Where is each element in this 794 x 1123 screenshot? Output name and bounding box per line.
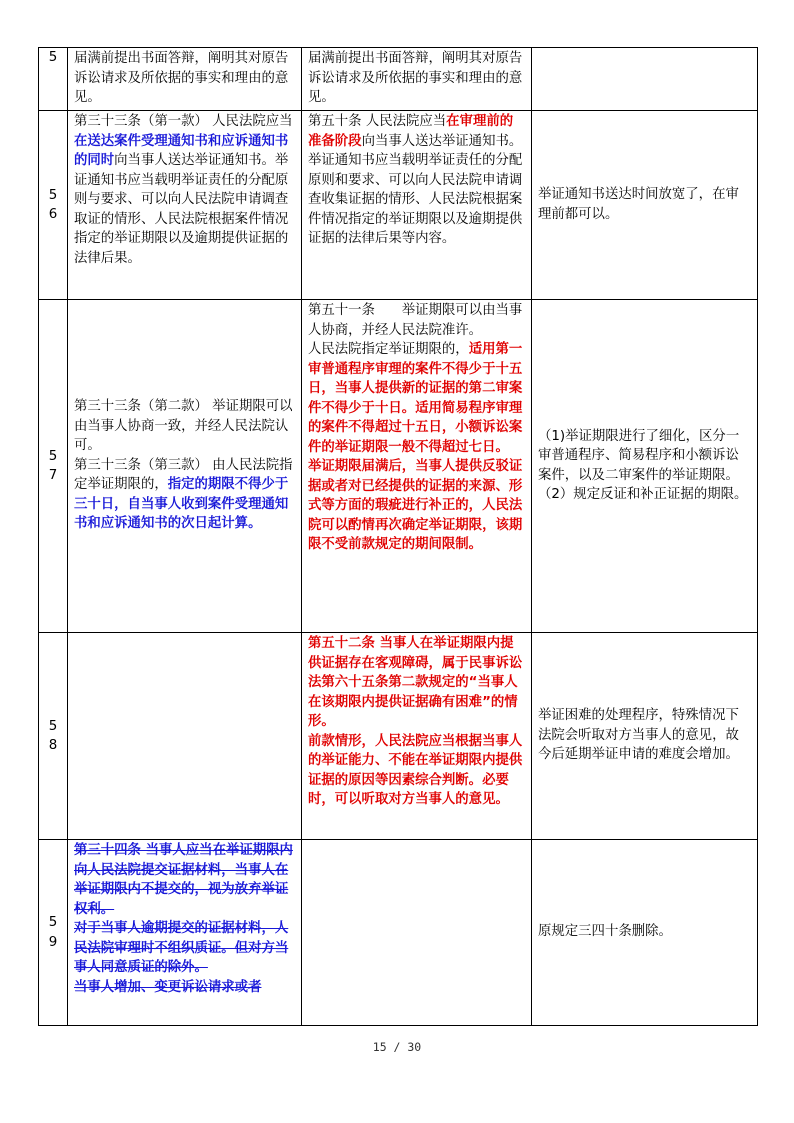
page-number: 15 / 30 [372, 1040, 422, 1054]
change-note: 举证困难的处理程序，特殊情况下法院会听取对方当事人的意见，故今后延期举证申请的难度会增加。 [532, 633, 758, 840]
change-note: （1)举证期限进行了细化，区分一审普通程序、简易程序和小额诉讼案件，以及二审案件的举证期限。 （2）规定反证和补正证据的期限。 [532, 300, 758, 633]
table-row [39, 48, 758, 111]
change-note: 原规定三四十条删除。 [532, 840, 758, 1026]
deleted-text: 当事人增加、变更诉讼请求或者 [74, 979, 262, 995]
old-provision [68, 840, 302, 1026]
comparison-table [38, 47, 758, 1026]
table-row [39, 840, 758, 1026]
highlight-red: 在审理前的准备阶段 [308, 114, 514, 149]
old-provision [68, 48, 302, 111]
deleted-text: 第三十四条 当事人应当在举证期限内向人民法院提交证据材料，当事人在举证期限内不提交的，视为放弃举证权利。 [74, 843, 293, 917]
table-row [39, 111, 758, 300]
change-note [532, 48, 758, 111]
highlight-red: 适用第一审普通程序审理的案件不得少于十五日，当事人提供新的证据的第二审案件不得少于十日。适用简易程序审理的案件不得超过十五日，小额诉讼案件的举证期限一般不得超过七日。 [308, 342, 523, 455]
table-row [39, 300, 758, 633]
highlight-blue: 在送达案件受理通知书和应诉通知书的同时 [74, 133, 289, 168]
highlight-blue: 指定的期限不得少于三十日，自当事人收到案件受理通知书和应诉通知书的次日起计算。 [74, 477, 289, 532]
old-provision [68, 633, 302, 840]
old-text: 届满前提出书面答辩，阐明其对原告诉讼请求及所依据的事实和理由的意见。 [74, 51, 289, 105]
table-row [39, 633, 758, 840]
new-provision [302, 633, 532, 840]
row-number: 57 [39, 300, 68, 633]
new-provision [302, 48, 532, 111]
new-provision: 第五十条 人民法院应当在审理前的准备阶段向当事人送达举证通知书。 举证通知书应当载明举证责任的分配原则和要求、可以向人民法院申请调查收集证据的情形、人民法院根据案件情况指定的举证期限以及逾期提供证据的法律后果等内容。 [302, 111, 532, 300]
row-number: 59 [39, 840, 68, 1026]
highlight-red: 举证期限届满后，当事人提供反驳证据或者对已经提供的证据的来源、形式等方面的瑕疵进行补正的，人民法院可以酌情再次确定举证期限，该期限不受前款规定的期间限制。 [308, 459, 523, 552]
highlight-red: 第五十二条 当事人在举证期限内提供证据存在客观障碍，属于民事诉讼法第六十五条第二款规定的“当事人在该期限内提供证据确有困难”的情形。 [308, 636, 523, 729]
row-number: 56 [39, 111, 68, 300]
new-provision: 第五十一条 举证期限可以由当事人协商，并经人民法院准许。 人民法院指定举证期限的，适用第一审普通程序审理的案件不得少于十五日，当事人提供新的证据的第二审案件不得少于十日。适用简易程序审理的案件不得超过十五日，小额诉讼案件的举证期限一般不得超过七日。 举证期限届满后，当事人提供反驳证据或者对已经提供的证据的来源、形式等方面的瑕疵进行补正的，人民法院可以酌情再次确定举证期限，该期限不受前款规定的期间限制。 [302, 300, 532, 633]
new-provision [302, 840, 532, 1026]
deleted-text: 对于当事人逾期提交的证据材料，人民法院审理时不组织质证。但对方当事人同意质证的除外。 [74, 921, 289, 975]
row-number: 5 [39, 48, 68, 111]
old-provision: 第三十三条（第二款） 举证期限可以由当事人协商一致，并经人民法院认可。 第三十三条（第三款） 由人民法院指定举证期限的，指定的期限不得少于三十日，自当事人收到案件受理通知书和应诉通知书的次日起计算。 [68, 300, 302, 633]
highlight-red: 前款情形，人民法院应当根据当事人的举证能力、不能在举证期限内提供证据的原因等因素综合判断。必要时，可以听取对方当事人的意见。 [308, 733, 523, 807]
new-text: 届满前提出书面答辩，阐明其对原告诉讼请求及所依据的事实和理由的意见。 [308, 51, 523, 105]
row-number: 58 [39, 633, 68, 840]
old-provision: 第三十三条（第一款） 人民法院应当在送达案件受理通知书和应诉通知书的同时向当事人送达举证通知书。举证通知书应当载明举证责任的分配原则与要求、可以向人民法院申请调查取证的情形、人民法院根据案件情况指定的举证期限以及逾期提供证据的法律后果。 [68, 111, 302, 300]
change-note: 举证通知书送达时间放宽了，在审理前都可以。 [532, 111, 758, 300]
